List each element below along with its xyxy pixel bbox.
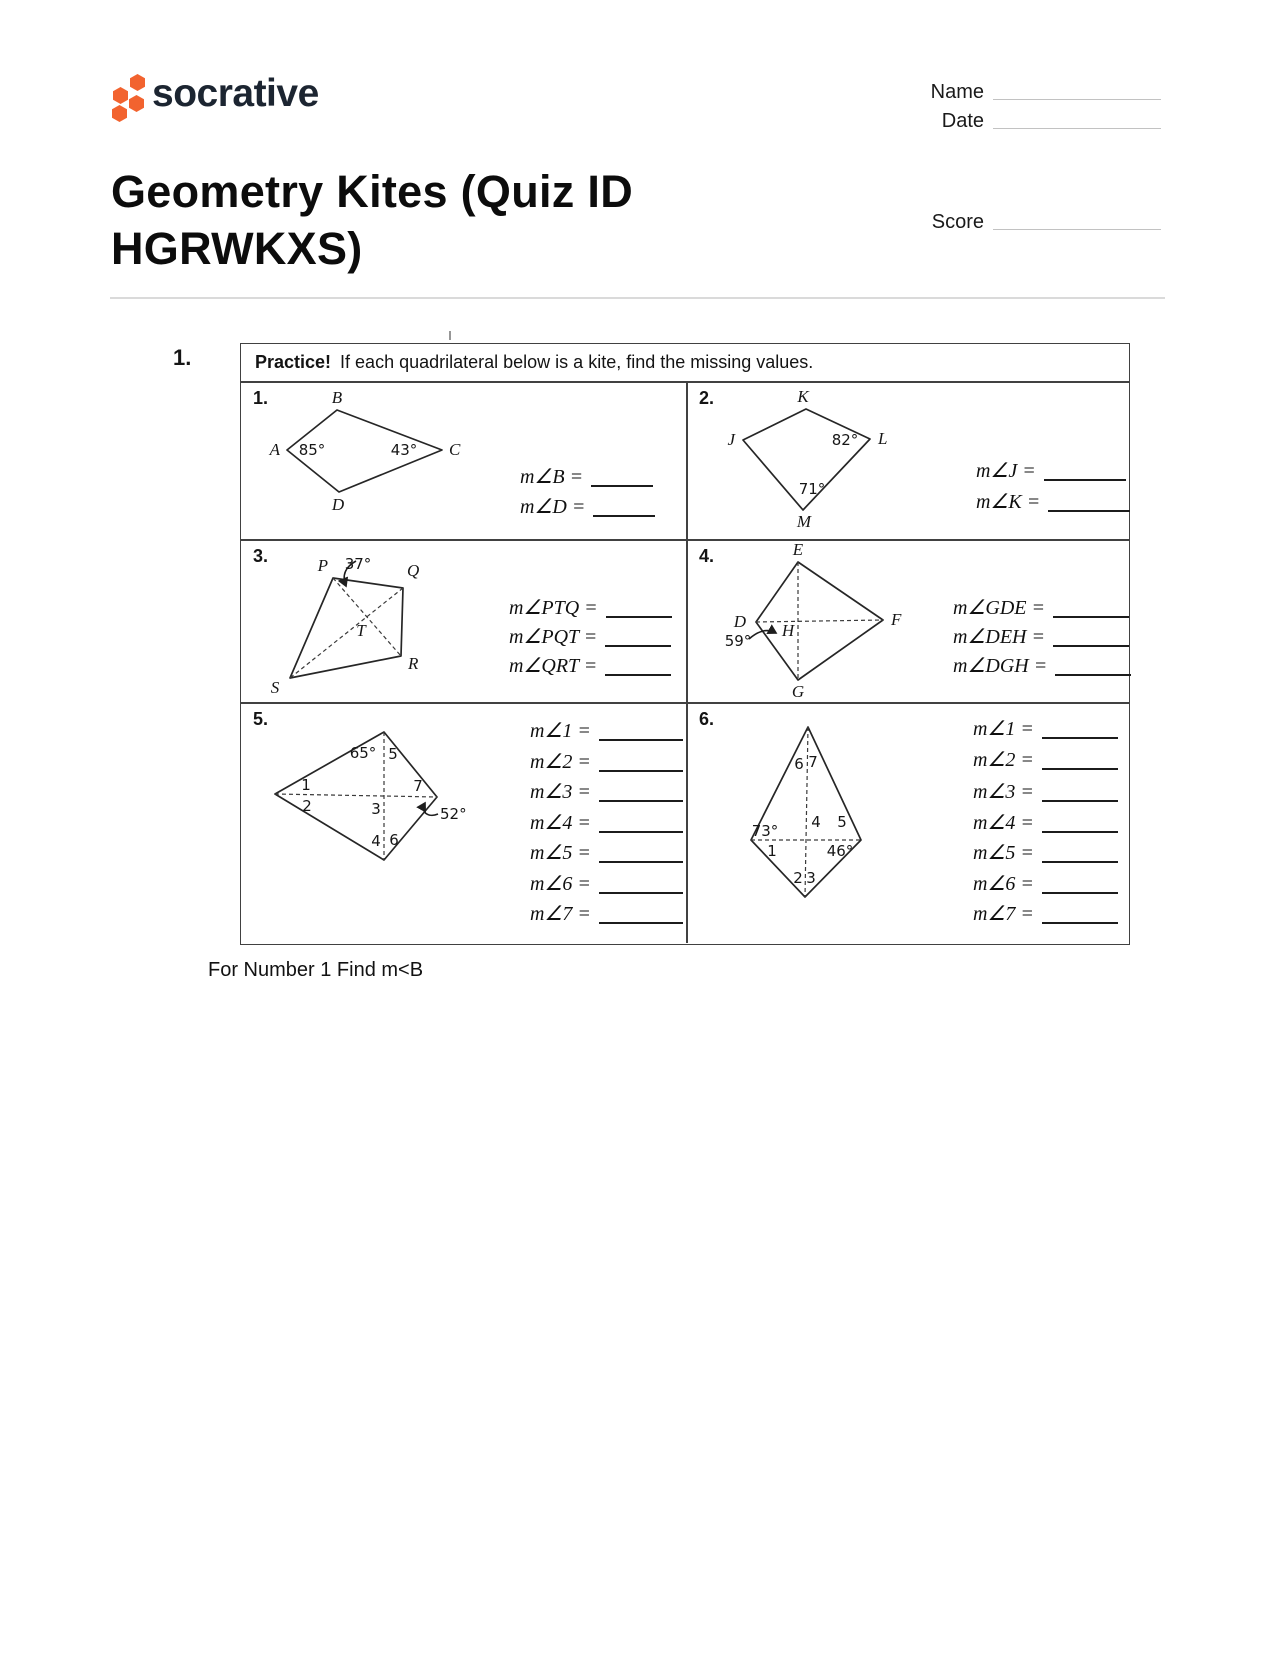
answer-label: m∠7 =	[973, 903, 1034, 925]
problem-1-number: 1.	[253, 388, 269, 408]
angle-value: 85°	[298, 441, 326, 459]
answer-row	[973, 904, 1118, 926]
answer-label: m∠B =	[520, 466, 584, 488]
angle-value: 43°	[390, 441, 418, 459]
angle-number: 7	[413, 777, 423, 795]
page-title-line2: HGRWKXS)	[111, 223, 363, 274]
vertex-label: A	[269, 440, 280, 459]
answer-blank	[1042, 819, 1118, 833]
problem-6-number: 6.	[699, 709, 715, 729]
name-label: Name	[930, 81, 984, 103]
answer-row	[530, 874, 683, 896]
answer-blank	[593, 503, 655, 517]
answer-blank	[1042, 849, 1118, 863]
date-label: Date	[941, 110, 984, 132]
question-number: 1.	[173, 345, 192, 370]
page-title	[111, 163, 633, 277]
kite-diagonal	[333, 578, 401, 656]
answer-row	[973, 719, 1118, 741]
answer-row	[530, 904, 683, 926]
problem-3-cell	[242, 540, 685, 701]
angle-number: 2	[302, 797, 312, 815]
problem-4-cell	[688, 540, 1129, 701]
kite-outline	[290, 578, 403, 678]
date-blank-line	[993, 128, 1161, 129]
answer-row	[953, 656, 1131, 678]
practice-worksheet	[240, 343, 1130, 945]
answer-blank	[1042, 788, 1118, 802]
answer-label: m∠2 =	[530, 751, 591, 773]
problem-3-number: 3.	[253, 546, 269, 566]
answer-label: m∠DGH =	[953, 655, 1048, 677]
hexagon-icon	[113, 87, 128, 104]
vertex-label: D	[733, 612, 746, 631]
angle-value: 65°	[349, 744, 377, 762]
answer-row	[953, 598, 1129, 620]
kite-diagonal	[290, 588, 403, 678]
answer-label: m∠5 =	[530, 842, 591, 864]
answer-label: m∠J =	[976, 460, 1036, 482]
hexagon-icon	[129, 95, 144, 112]
answer-blank	[1055, 662, 1131, 676]
answer-label: m∠PTQ =	[509, 597, 598, 619]
question-footer-note: For Number 1 Find m<B	[208, 959, 424, 981]
problem-4-number: 4.	[699, 546, 715, 566]
answer-blank	[1042, 880, 1118, 894]
answer-row	[976, 461, 1126, 483]
answer-blank	[599, 788, 683, 802]
answer-label: m∠5 =	[973, 842, 1034, 864]
vertex-label: Q	[407, 561, 420, 580]
vertex-label: D	[331, 495, 345, 514]
angle-value: 82°	[831, 431, 859, 449]
answer-label: m∠4 =	[973, 812, 1034, 834]
answer-blank	[606, 604, 672, 618]
answer-row	[520, 467, 653, 489]
brand-wordmark: socrative	[152, 72, 319, 115]
angle-number: 1	[301, 776, 311, 794]
page-title-line1: Geometry Kites (Quiz ID	[111, 166, 634, 217]
answer-row	[520, 497, 655, 519]
angle-number: 6	[794, 755, 804, 773]
answer-label: m∠D =	[520, 496, 586, 518]
answer-label: m∠K =	[976, 491, 1041, 513]
answer-blank	[1042, 910, 1118, 924]
angle-value: 37°	[344, 555, 372, 573]
answer-blank	[599, 727, 683, 741]
angle-number: 5	[837, 813, 847, 831]
angle-number: 2	[793, 869, 803, 887]
vertex-label: H	[781, 621, 795, 640]
angle-value: 59°	[724, 632, 752, 650]
answer-row	[530, 721, 683, 743]
vertex-label: B	[331, 388, 343, 407]
vertex-label: J	[727, 430, 735, 449]
vertex-label: R	[408, 654, 419, 673]
answer-label: m∠2 =	[973, 749, 1034, 771]
answer-label: m∠3 =	[973, 781, 1034, 803]
answer-label: m∠GDE =	[953, 597, 1045, 619]
vertex-label: P	[317, 556, 328, 575]
answer-blank	[599, 910, 683, 924]
answer-label: m∠7 =	[530, 903, 591, 925]
answer-row	[530, 752, 683, 774]
scan-artifact-tick	[449, 331, 451, 340]
answer-row	[973, 874, 1118, 896]
problem-2-number: 2.	[699, 388, 715, 408]
score-blank-line	[993, 229, 1161, 230]
answer-label: m∠4 =	[530, 812, 591, 834]
hexagon-icon	[130, 74, 145, 91]
answer-blank	[1042, 725, 1118, 739]
worksheet-header-bold: Practice!	[255, 352, 332, 372]
problem-6-cell	[688, 703, 1129, 943]
vertex-label: C	[449, 440, 461, 459]
answer-blank	[605, 662, 671, 676]
answer-blank	[599, 819, 683, 833]
worksheet-header	[255, 352, 813, 373]
angle-pointer-arrow	[749, 631, 776, 639]
answer-blank	[599, 880, 683, 894]
answer-label: m∠1 =	[530, 720, 591, 742]
vertex-label: F	[891, 610, 902, 629]
answer-row	[973, 843, 1118, 865]
problem-1-cell	[242, 382, 685, 538]
answer-blank	[591, 473, 653, 487]
vertex-label: T	[356, 621, 366, 640]
kite-diagonal	[756, 620, 883, 622]
problem-2-cell	[688, 382, 1129, 538]
hexagon-icon	[112, 105, 127, 122]
answer-row	[973, 750, 1118, 772]
answer-blank	[605, 633, 671, 647]
answer-row	[509, 627, 671, 649]
answer-blank	[1053, 604, 1129, 618]
angle-value: 73°	[751, 822, 779, 840]
answer-label: m∠QRT =	[509, 655, 598, 677]
answer-blank	[1053, 633, 1129, 647]
answer-blank	[599, 758, 683, 772]
answer-label: m∠PQT =	[509, 626, 598, 648]
vertex-label: S	[270, 678, 280, 697]
angle-number: 4	[371, 832, 381, 850]
vertex-label: E	[792, 540, 804, 559]
answer-row	[509, 598, 672, 620]
answer-label: m∠DEH =	[953, 626, 1045, 648]
socrative-logo	[0, 0, 400, 140]
answer-blank	[1044, 467, 1126, 481]
score-label: Score	[931, 211, 984, 233]
answer-row	[953, 627, 1129, 649]
answer-label: m∠3 =	[530, 781, 591, 803]
answer-row	[973, 813, 1118, 835]
answer-label: m∠6 =	[530, 873, 591, 895]
angle-number: 3	[806, 869, 816, 887]
angle-number: 1	[767, 842, 777, 860]
answer-row	[976, 492, 1130, 514]
section-divider	[110, 297, 1165, 299]
vertex-label: L	[878, 429, 888, 448]
answer-row	[530, 843, 683, 865]
answer-row	[530, 813, 683, 835]
kite-diagram-2	[688, 382, 1129, 538]
vertex-label: K	[797, 387, 809, 406]
angle-number: 6	[389, 831, 399, 849]
angle-number: 5	[388, 745, 398, 763]
name-blank-line	[993, 99, 1161, 100]
answer-row	[973, 782, 1118, 804]
answer-blank	[599, 849, 683, 863]
problem-5-cell	[242, 703, 685, 943]
angle-number: 7	[808, 753, 818, 771]
angle-number: 4	[811, 813, 821, 831]
answer-label: m∠6 =	[973, 873, 1034, 895]
angle-value: 71°	[798, 480, 826, 498]
worksheet-header-text: If each quadrilateral below is a kite, find the missing values.	[340, 352, 814, 372]
angle-value: 52°	[440, 805, 467, 823]
problem-5-number: 5.	[253, 709, 269, 729]
vertex-label: M	[796, 512, 812, 531]
vertex-label: G	[791, 682, 805, 701]
answer-row	[530, 782, 683, 804]
answer-label: m∠1 =	[973, 718, 1034, 740]
answer-row	[509, 656, 671, 678]
angle-value: 46°	[826, 842, 854, 860]
answer-blank	[1048, 498, 1130, 512]
angle-number: 3	[371, 800, 381, 818]
answer-blank	[1042, 756, 1118, 770]
